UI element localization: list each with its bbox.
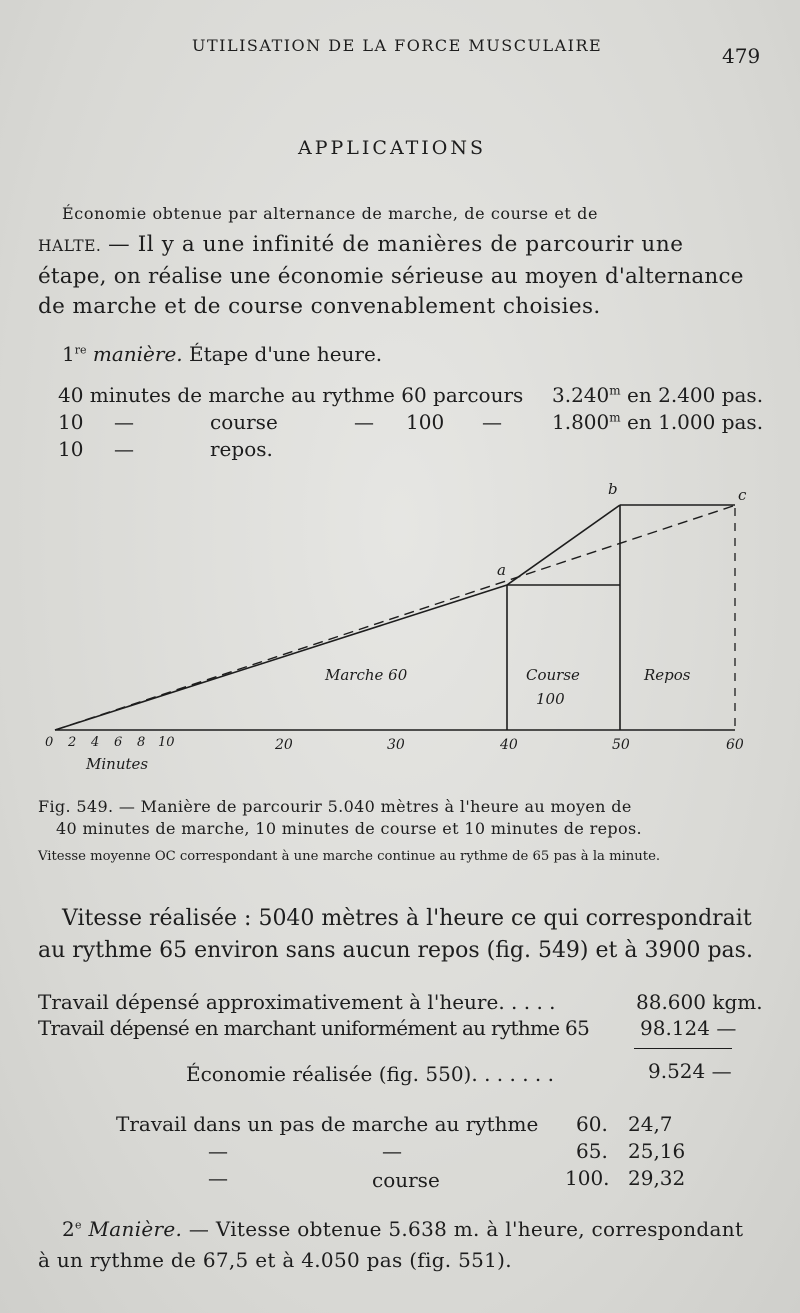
caption-line-2: 40 minutes de marche, 10 minutes de course et 10 minutes de repos. [56, 819, 642, 838]
intro-title-smallcaps: Économie obtenue par alternance de marche, de course et de [62, 204, 599, 223]
section-title: APPLICATIONS [298, 137, 487, 159]
maniere-2-italic: Manière. [88, 1217, 183, 1241]
tick-label-6: 6 [114, 735, 123, 750]
point-label-b: b [608, 480, 618, 498]
page-number: 479 [722, 44, 761, 68]
schedule-row-1-unit: m [609, 383, 621, 398]
tick-label-0: 0 [45, 735, 54, 750]
maniere-2-line-2: à un rythme de 67,5 et à 4.050 pas (fig. 551). [38, 1248, 512, 1272]
tick-label-40: 40 [500, 737, 518, 753]
maniere-2-sup: e [75, 1218, 82, 1232]
tick-label-30: 30 [387, 737, 405, 753]
region-label-course: Course [526, 666, 580, 684]
schedule-row-3-activity: repos. [210, 437, 273, 461]
tick-label-10: 10 [158, 735, 175, 750]
pas-row-2-dash: — [208, 1139, 228, 1163]
vitesse-line-1: Vitesse réalisée : 5040 mètres à l'heure ce qui correspondrait [62, 906, 752, 931]
pas-row-3-rythme: 100. [565, 1166, 610, 1190]
maniere-2-line-1 [62, 1217, 743, 1241]
intro-halte: HALTE. [38, 237, 102, 255]
travail-row-2-label: Travail dépensé en marchant uniformément au rythme 65 [38, 1016, 590, 1040]
point-label-a: a [497, 561, 506, 579]
sum-rule [634, 1048, 732, 1049]
pas-row-3-dash: — [208, 1166, 228, 1190]
axis-label-minutes: Minutes [86, 755, 149, 773]
caption-line-3: Vitesse moyenne OC correspondant à une marche continue au rythme de 65 pas à la minute. [38, 849, 661, 864]
economie-value: 9.524 — [648, 1059, 732, 1083]
region-label-course-100: 100 [536, 690, 565, 708]
schedule-row-1-rest: en 2.400 pas. [627, 383, 764, 407]
travail-row-1-label: Travail dépensé approximativement à l'heure. . . . . [38, 990, 556, 1014]
tick-label-4: 4 [91, 735, 100, 750]
pas-row-2-value: 25,16 [628, 1139, 686, 1163]
maniere-1-sup: re [74, 343, 87, 357]
pas-row-2-dash-b: — [382, 1139, 402, 1163]
economie-label: Économie réalisée (fig. 550). . . . . . . [186, 1062, 555, 1086]
mean-speed-line-oc [55, 506, 733, 730]
schedule-row-2-qty: 10 [58, 410, 84, 434]
schedule-row-2-activity: course [210, 410, 278, 434]
region-label-marche: Marche 60 [325, 666, 408, 684]
tick-label-2: 2 [68, 735, 77, 750]
schedule-row-2-dash1: — [114, 410, 134, 434]
maniere-1-rest: Étape d'une heure. [189, 342, 383, 366]
tick-label-20: 20 [275, 737, 293, 753]
schedule-row-2-value: 1.800 [552, 410, 610, 434]
schedule-row-2-rest: en 1.000 pas. [627, 410, 764, 434]
tick-label-50: 50 [612, 737, 630, 753]
region-label-repos: Repos [644, 666, 691, 684]
intro-line-3: étape, on réalise une économie sérieuse au moyen d'alternance [38, 264, 744, 289]
maniere-2-num: 2 [62, 1217, 76, 1241]
tick-label-8: 8 [137, 735, 146, 750]
schedule-row-2-dash2: — [354, 410, 374, 434]
caption-line-1: Fig. 549. — Manière de parcourir 5.040 mètres à l'heure au moyen de [38, 797, 632, 816]
schedule-row-1-qty: 40 minutes de marche au rythme 60 parcours [58, 383, 524, 407]
pas-row-2-rythme: 65. [576, 1139, 608, 1163]
pas-row-1-value: 24,7 [628, 1112, 673, 1136]
travail-row-2-value: 98.124 — [640, 1016, 737, 1040]
schedule-row-3-qty: 10 [58, 437, 84, 461]
tick-label-60: 60 [726, 737, 744, 753]
vitesse-line-2: au rythme 65 environ sans aucun repos (fig. 549) et à 3900 pas. [38, 938, 753, 963]
maniere-2-rest: — Vitesse obtenue 5.638 m. à l'heure, correspondant [188, 1217, 744, 1241]
pas-row-3-value: 29,32 [628, 1166, 686, 1190]
travail-row-1-value: 88.600 kgm. [636, 990, 763, 1014]
intro-line-4: de marche et de course convenablement choisies. [38, 294, 601, 319]
schedule-row-2-dash3: — [482, 410, 502, 434]
maniere-1-num: 1 [62, 342, 75, 366]
running-head: UTILISATION DE LA FORCE MUSCULAIRE [192, 36, 603, 55]
schedule-row-2-rate: 100 [406, 410, 445, 434]
point-label-c: c [738, 486, 747, 504]
intro-line-2-text: — Il y a une infinité de manières de parcourir une [108, 232, 684, 257]
maniere-1-italic: manière. [92, 342, 183, 366]
pas-row-3-activity: course [372, 1168, 440, 1192]
course-line-ab [507, 505, 620, 585]
pas-row-1-rythme: 60. [576, 1112, 608, 1136]
schedule-row-2-unit: m [609, 410, 621, 425]
schedule-row-3-dash1: — [114, 437, 134, 461]
schedule-row-1-value: 3.240 [552, 383, 610, 407]
pas-row-1-label: Travail dans un pas de marche au rythme [116, 1112, 539, 1136]
